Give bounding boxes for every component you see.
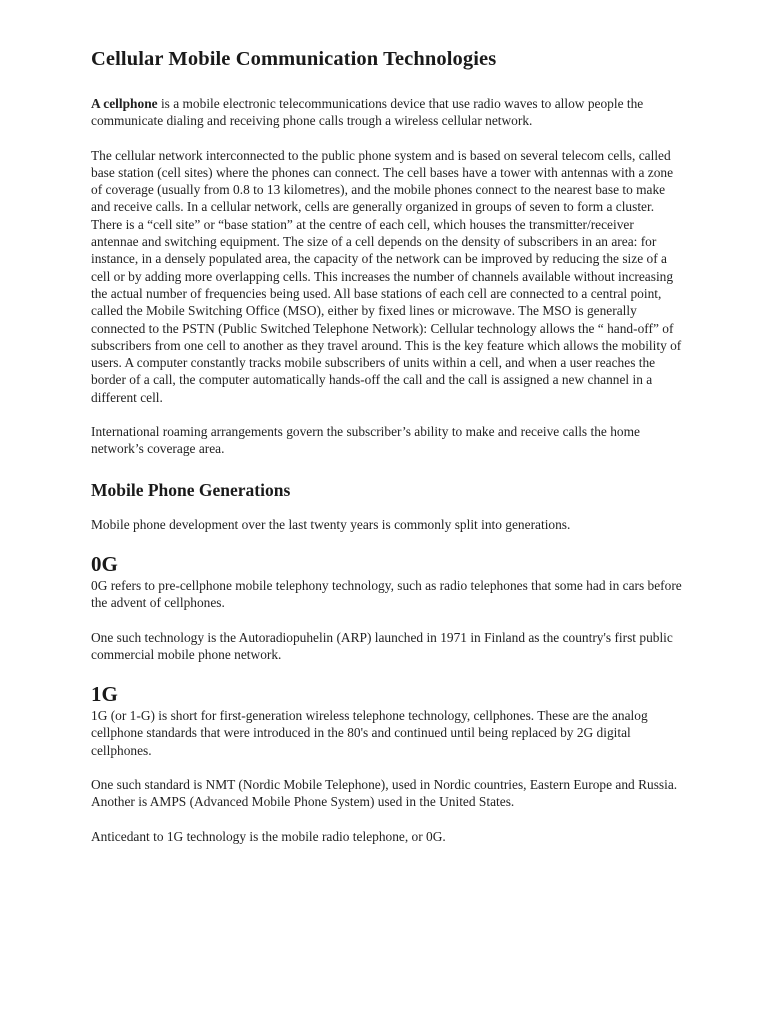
document-title: Cellular Mobile Communication Technologies [91,48,497,70]
one-g-paragraph-3: Anticedant to 1G technology is the mobile radio telephone, or 0G. [91,828,446,844]
cellphone-definition-paragraph [91,95,683,130]
one-g-heading: 1G [91,682,118,707]
zero-g-paragraph-2: One such technology is the Autoradiopuhelin (ARP) launched in 1971 in Finland as the country's first public commercial mobile phone network. [91,629,673,662]
cellphone-term: A cellphone [91,96,158,111]
generations-heading: Mobile Phone Generations [91,479,291,500]
cellphone-definition-text: is a mobile electronic telecommunications device that use radio waves to allow people the communicate dialing and receiving phone calls trough a wireless cellular network. [91,96,644,129]
generations-intro-paragraph: Mobile phone development over the last twenty years is commonly split into generations. [91,516,571,532]
zero-g-heading: 0G [91,551,118,576]
one-g-paragraph-1: 1G (or 1-G) is short for first-generation wireless telephone technology, cellphones. These are the analog cellphone standards that were introduced in the 80's and continued until being replaced by 2G digital cellphones. [91,708,648,758]
zero-g-paragraph-1: 0G refers to pre-cellphone mobile telephony technology, such as radio telephones that some had in cars before the advent of cellphones. [91,577,682,611]
one-g-paragraph-2: One such standard is NMT (Nordic Mobile Telephone), used in Nordic countries, Eastern Europe and Russia. Another is AMPS (Advanced Mobile Phone System) used in the United States. [91,777,678,810]
document-page [91,44,683,845]
roaming-paragraph: International roaming arrangements govern the subscriber’s ability to make and receive calls the home network’s coverage area. [91,424,640,457]
cellular-network-paragraph: The cellular network interconnected to the public phone system and is based on several telecom cells, called base station (cell sites) where the phones can connect. The cell bases have a tower with antennas with a zone of coverage (usually from 0.8 to 13 kilometres), and the mobile phones connect to the nearest base to make and receive calls. In a cellular network, cells are generally organized in groups of seven to form a cluster. There is a “cell site” or “base station” at the centre of each cell, which houses the transmitter/receiver antennae and switching equipment. The size of a cell depends on the density of subscribers in an area: for instance, in a densely populated area, the capacity of the network can be improved by reducing the size of a cell or by adding more overlapping cells. This increases the number of channels available without increasing the actual number of frequencies being used. All base stations of each cell are connected to a central point, called the Mobile Switching Office (MSO), either by fixed lines or microwave. The MSO is generally connected to the PSTN (Public Switched Telephone Network): Cellular technology allows the “ hand-off” of subscribers from one cell to another as they travel around. This is the key feature which allows the mobility of users. A computer constantly tracks mobile subscribers of units within a cell, and when a user reaches the border of a call, the computer automatically hands-off the call and the call is assigned a new channel in a different cell. [91,147,682,405]
